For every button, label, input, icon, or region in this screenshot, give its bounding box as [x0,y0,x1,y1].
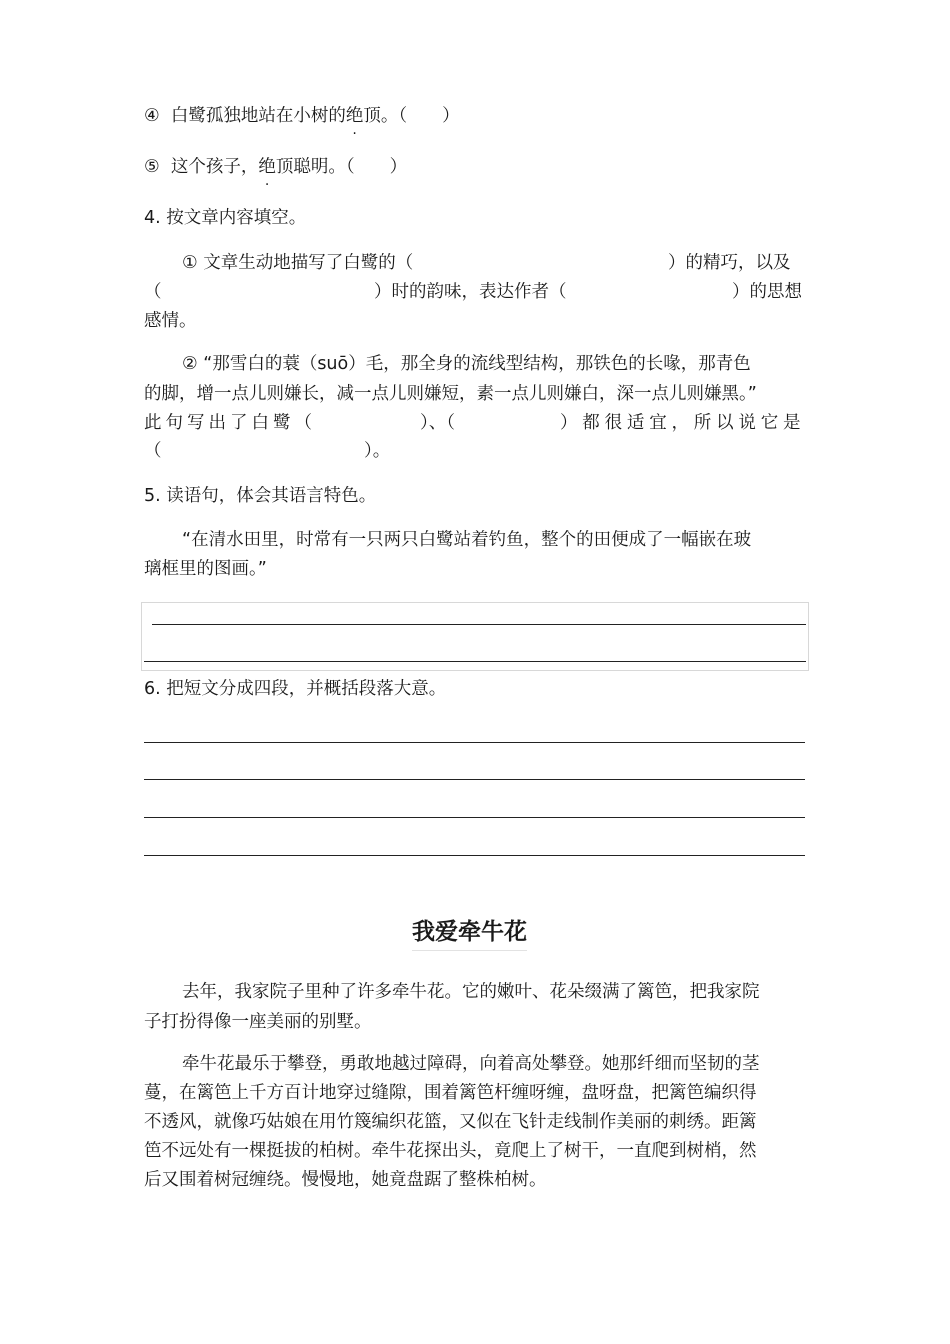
q6-answer-line-4[interactable] [144,855,805,856]
q3-item-4 [144,102,460,127]
q5-quote-line1: “在清水田里，时常有一只两只白鹭站着钓鱼，整个的田便成了一幅嵌在玻 [182,530,752,550]
dotted-char: 绝 [258,157,276,177]
q6-answer-line-2[interactable] [144,779,805,780]
q4-s2-line1: ② “那雪白的蓑（suō）毛，那全身的流线型结构，那铁色的长喙，那青色 [182,354,751,374]
q4-heading: 4. 按文章内容填空。 [144,208,307,228]
article-p2-line2: 蔓，在篱笆上千方百计地穿过缝隙，围着篱笆杆缠呀缠，盘呀盘，把篱笆编织得 [144,1083,757,1103]
q4-s1-line1-a: ① 文章生动地描写了白鹭的（ [182,253,414,273]
q5-answer-line-1[interactable] [152,624,806,625]
item-number: ④ [144,106,160,126]
q4-s2-line4-a: （ [144,441,162,461]
article-p2-line5: 后又围着树冠缠绕。慢慢地，她竟盘踞了整株柏树。 [144,1170,547,1190]
item-text-post: 顶聪明。（ ） [275,157,408,177]
article-p1-line2: 子打扮得像一座美丽的别墅。 [144,1012,372,1032]
item-number: ⑤ [144,157,160,177]
article-title: 我爱牵牛花 [412,913,527,951]
q5-heading: 5. 读语句，体会其语言特色。 [144,486,377,506]
article-p1-line1: 去年，我家院子里种了许多牵牛花。它的嫩叶、花朵缀满了篱笆，把我家院 [182,982,760,1002]
item-text-post: 顶。（ ） [363,106,460,126]
q6-answer-line-3[interactable] [144,817,805,818]
q4-s2-line3-c: ）都很适宜，所以说它是 [560,413,806,433]
q3-item-5 [144,153,407,178]
item-text-pre: 这个孩子， [170,157,259,177]
q4-s2-line3-a: 此句写出了白鹭（ [144,413,316,433]
q4-s1-line3: 感情。 [144,311,197,331]
q6-answer-line-1[interactable] [144,742,805,743]
q4-s2-line4-b: ）。 [364,441,391,461]
q4-s1-line2-a: （ [144,282,162,302]
q4-s1-line2-b: ）时的韵味，表达作者（ [374,282,567,302]
article-p2-line4: 笆不远处有一棵挺拔的柏树。牵牛花探出头，竟爬上了树干，一直爬到树梢，然 [144,1141,757,1161]
q4-s2-line3-b: ）、（ [420,413,455,433]
q6-heading: 6. 把短文分成四段，并概括段落大意。 [144,679,447,699]
q4-s2-line2: 的脚，增一点儿则嫌长，减一点儿则嫌短，素一点儿则嫌白，深一点儿则嫌黑。” [144,384,757,404]
article-p2-line3: 不透风，就像巧姑娘在用竹篾编织花篮，又似在飞针走线制作美丽的刺绣。距篱 [144,1112,757,1132]
q5-quote-line2: 璃框里的图画。” [144,559,267,579]
q4-s1-line1-b: ）的精巧，以及 [668,253,791,273]
dotted-char: 绝 [345,106,364,126]
item-text-pre: 白鹭孤独地站在小树的 [170,106,346,126]
q5-answer-line-2[interactable] [144,661,806,662]
article-p2-line1: 牵牛花最乐于攀登，勇敢地越过障碍，向着高处攀登。她那纤细而坚韧的茎 [182,1054,760,1074]
q4-s1-line2-c: ）的思想 [732,282,802,302]
